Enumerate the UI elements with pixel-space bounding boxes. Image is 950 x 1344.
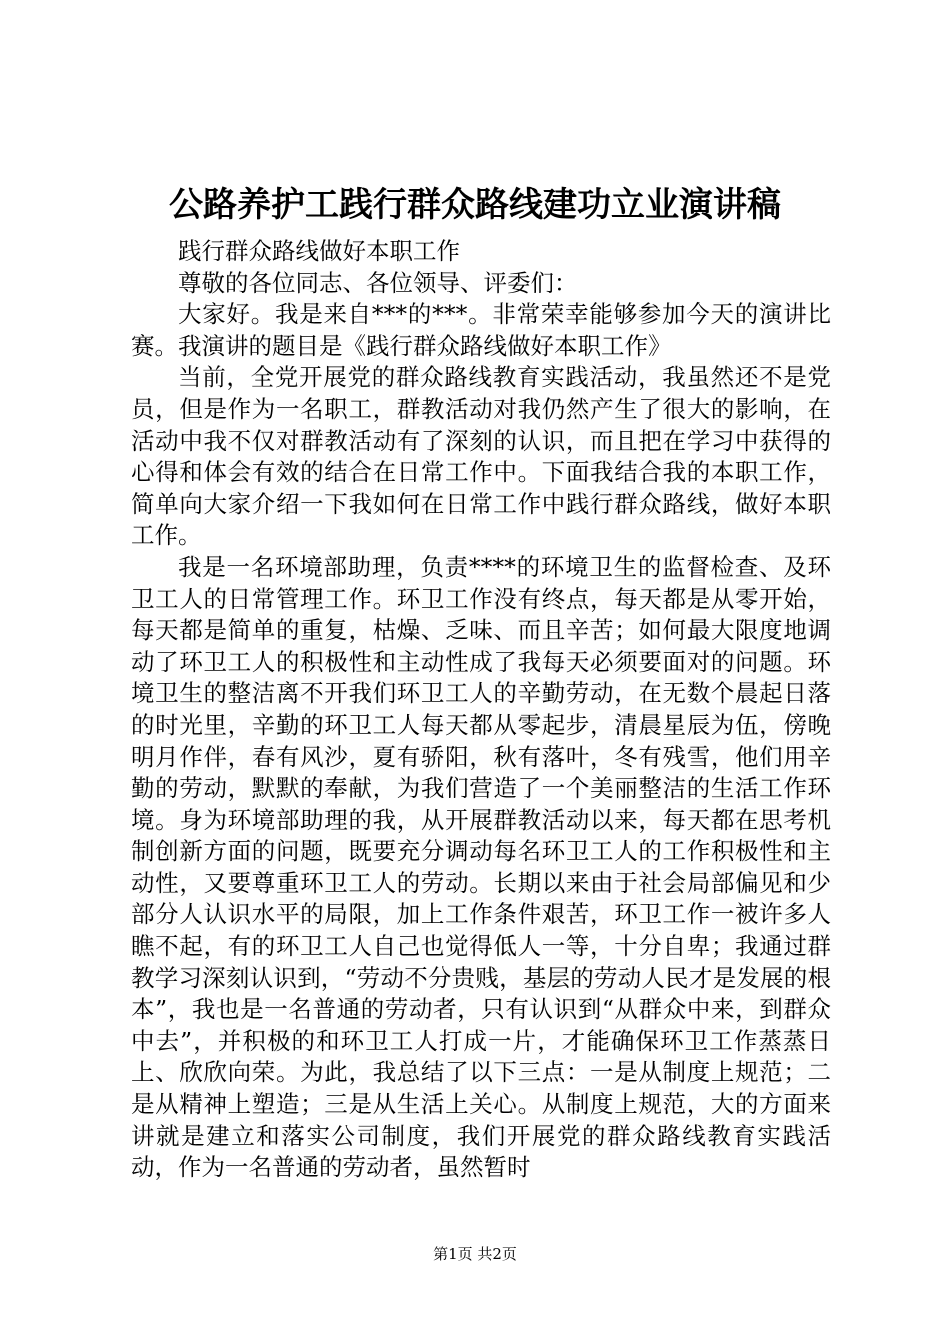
page-footer: 第1页 共2页 <box>433 1245 517 1263</box>
document-title: 公路养护工践行群众路线建功立业演讲稿 <box>169 185 781 225</box>
paragraph-main: 我是一名环境部助理，负责****的环境卫生的监督检查、及环卫工人的日常管理工作。环卫工作没有终点，每天都是从零开始，每天都是简单的重复，枯燥、乏味、而且辛苦；如何最大限度地调动了环卫工人的积极性和主动性成了我每天必须要面对的问题。环境卫生的整洁离不开我们环卫工人的辛勤劳动，在无数个晨起日落的时光里，辛勤的环卫工人每天都从零起步，清晨星辰为伍，傍晚明月作伴，春有风沙，夏有骄阳，秋有落叶，冬有残雪，他们用辛勤的劳动，默默的奉献，为我们营造了一个美丽整洁的生活工作环境。身为环境部助理的我，从开展群教活动以来，每天都在思考机制创新方面的问题，既要充分调动每名环卫工人的工作积极性和主动性，又要尊重环卫工人的劳动。长期以来由于社会局部偏见和少部分人认识水平的局限，加上工作条件艰苦，环卫工作一被许多人瞧不起，有的环卫工人自己也觉得低人一等，十分自卑；我通过群教学习深刻认识到，“劳动不分贵贱，基层的劳动人民才是发展的根本”，我也是一名普通的劳动者，只有认识到“从群众中来，到群众中去”，并积极的和环卫工人打成一片，才能确保环卫工作蒸蒸日上、欣欣向荣。为此，我总结了以下三点：一是从制度上规范；二是从精神上塑造；三是从生活上关心。从制度上规范，大的方面来讲就是建立和落实公司制度，我们开展党的群众路线教育实践活动，作为一名普通的劳动者，虽然暂时 <box>131 552 831 1182</box>
paragraph-greeting: 大家好。我是来自***的***。非常荣幸能够参加今天的演讲比赛。我演讲的题目是《践行群众路线做好本职工作》 <box>131 300 831 360</box>
paragraph-subtitle: 践行群众路线做好本职工作 <box>178 237 460 265</box>
document-body <box>131 236 831 1184</box>
paragraph-intro: 当前，全党开展党的群众路线教育实践活动，我虽然还不是党员，但是作为一名职工，群教活动对我仍然产生了很大的影响，在活动中我不仅对群教活动有了深刻的认识，而且把在学习中获得的心得和体会有效的结合在日常工作中。下面我结合我的本职工作，简单向大家介绍一下我如何在日常工作中践行群众路线，做好本职工作。 <box>131 363 831 550</box>
paragraph-salutation: 尊敬的各位同志、各位领导、评委们： <box>178 268 578 297</box>
